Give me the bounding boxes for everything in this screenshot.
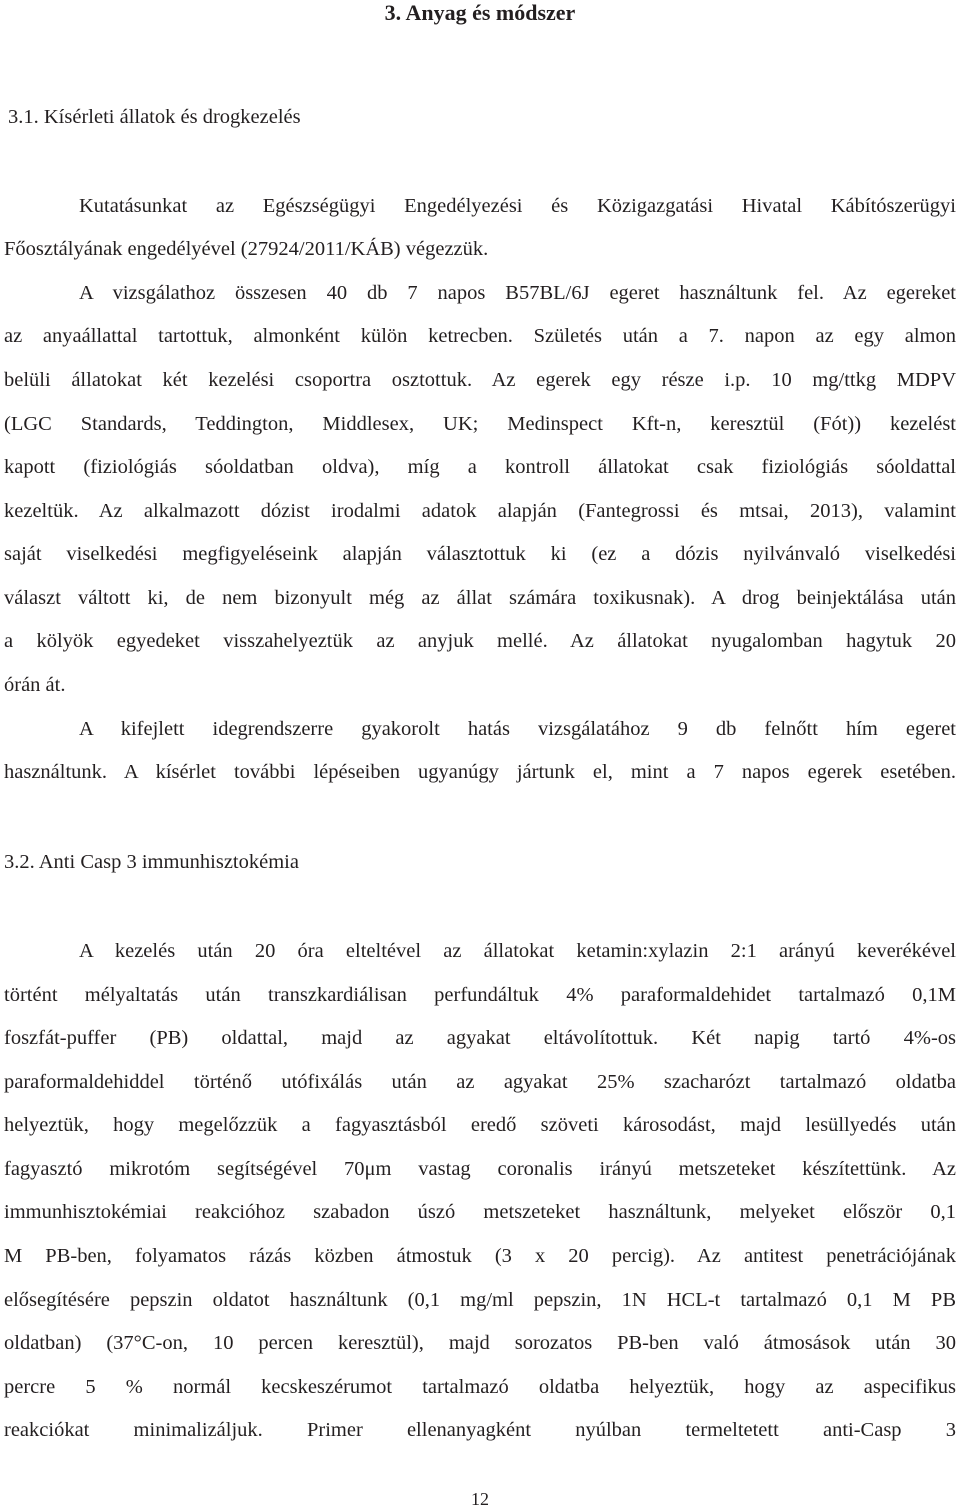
paragraph-line: Főosztályának engedélyével (27924/2011/KÁB) végezzük. xyxy=(4,238,489,260)
paragraph-line: helyeztük, hogy megelőzzük a fagyasztásból eredő szöveti károsodást, majd lesüllyedés után xyxy=(4,1114,956,1136)
paragraph-line: M PB-ben, folyamatos rázás közben átmostuk (3 x 20 percig). Az antitest penetrációjának xyxy=(4,1245,956,1267)
paragraph-line: a kölyök egyedeket visszahelyeztük az anyjuk mellé. Az állatokat nyugalomban hagytuk 20 xyxy=(4,630,956,652)
paragraph-line: történt mélyaltatás után transzkardiálisan perfundáltuk 4% paraformaldehidet tartalmazó 0,1M xyxy=(4,984,956,1006)
paragraph-line: Kutatásunkat az Egészségügyi Engedélyezési és Közigazgatási Hivatal Kábítószerügyi xyxy=(79,195,956,217)
paragraph-line: oldatban) (37°C-on, 10 percen keresztül), majd sorozatos PB-ben való átmosások után 30 xyxy=(4,1332,956,1354)
paragraph-line: kezeltük. Az alkalmazott dózist irodalmi adatok alapján (Fantegrossi és mtsai, 2013), valamint xyxy=(4,500,956,522)
paragraph-line: percre 5 % normál kecskeszérumot tartalmazó oldatba helyeztük, hogy az aspecifikus xyxy=(4,1376,956,1398)
paragraph-line: immunhisztokémiai reakcióhoz szabadon úszó metszeteket használtunk, melyeket először 0,1 xyxy=(4,1201,956,1223)
section-heading-3-2: 3.2. Anti Casp 3 immunhisztokémia xyxy=(4,851,299,873)
paragraph-line: (LGC Standards, Teddington, Middlesex, UK; Medinspect Kft-n, keresztül (Fót)) kezelést xyxy=(4,413,956,435)
paragraph-line: belüli állatokat két kezelési csoportra osztottuk. Az egerek egy része i.p. 10 mg/ttkg MDPV xyxy=(4,369,956,391)
page-number: 12 xyxy=(471,1489,489,1509)
paragraph-line: fagyasztó mikrotóm segítségével 70μm vastag coronalis irányú metszeteket készítettünk. Az xyxy=(4,1158,956,1180)
paragraph-line: A kifejlett idegrendszerre gyakorolt hatás vizsgálatához 9 db felnőtt hím egeret xyxy=(79,718,956,740)
paragraph-line: A vizsgálathoz összesen 40 db 7 napos B57BL/6J egeret használtunk fel. Az egereket xyxy=(79,282,956,304)
paragraph-line: elősegítésére pepszin oldatot használtunk (0,1 mg/ml pepszin, 1N HCL-t tartalmazó 0,1 M PB xyxy=(4,1289,956,1311)
section-heading-3-1: 3.1. Kísérleti állatok és drogkezelés xyxy=(8,106,301,128)
paragraph-line: paraformaldehiddel történő utófixálás után az agyakat 25% szacharózt tartalmazó oldatba xyxy=(4,1071,956,1093)
paragraph-line: reakciókat minimalizáljuk. Primer ellenanyagként nyúlban termeltetett anti-Casp 3 xyxy=(4,1419,956,1441)
paragraph-line: saját viselkedési megfigyeléseink alapján választottuk ki (ez a dózis nyilvánvaló viselkedési xyxy=(4,543,956,565)
paragraph-line: az anyaállattal tartottuk, almonként külön ketrecben. Születés után a 7. napon az egy almon xyxy=(4,325,956,347)
paragraph-line: foszfát-puffer (PB) oldattal, majd az agyakat eltávolítottuk. Két napig tartó 4%-os xyxy=(4,1027,956,1049)
paragraph-line: A kezelés után 20 óra elteltével az állatokat ketamin:xylazin 2:1 arányú keverékével xyxy=(79,940,956,962)
paragraph-line: órán át. xyxy=(4,674,66,696)
paragraph-line: kapott (fiziológiás sóoldatban oldva), míg a kontroll állatokat csak fiziológiás sóoldattal xyxy=(4,456,956,478)
chapter-heading: 3. Anyag és módszer xyxy=(384,0,576,25)
paragraph-line: használtunk. A kísérlet további lépéseiben ugyanúgy jártunk el, mint a 7 napos egerek esetében. xyxy=(4,761,956,783)
paragraph-line: választ váltott ki, de nem bizonyult még az állat számára toxikusnak). A drog beinjektálása után xyxy=(4,587,956,609)
